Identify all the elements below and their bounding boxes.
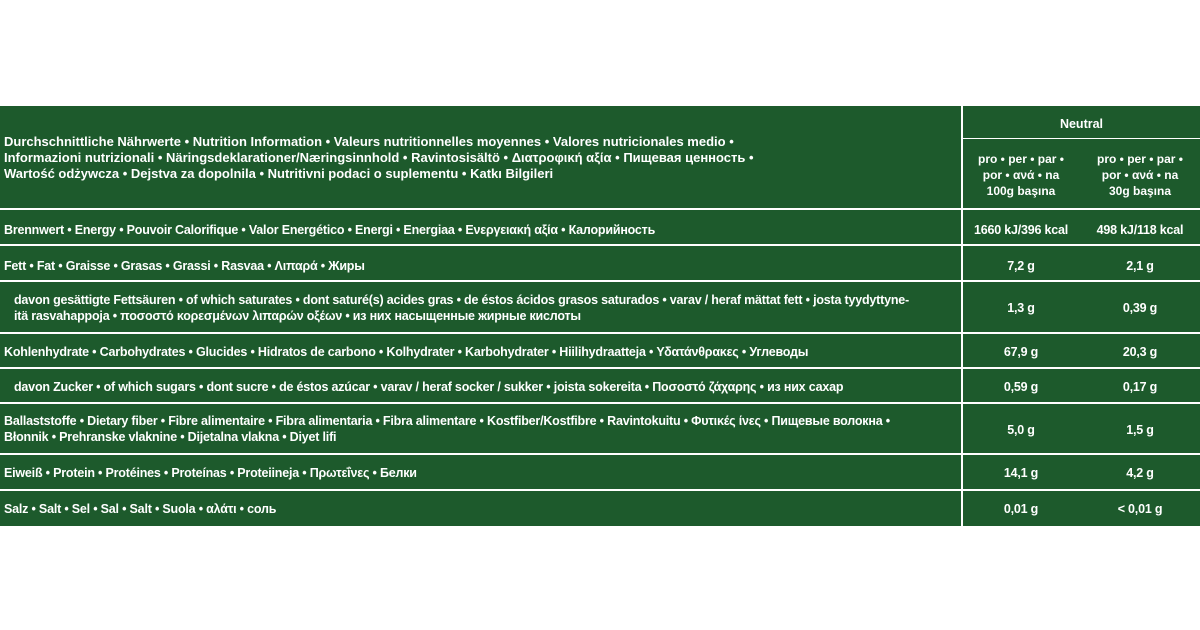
title-line-1: Durchschnittliche Nährwerte • Nutrition Information • Valeurs nutritionnelles moyennes • Valores nutricionales medio • <box>4 134 734 149</box>
value-30g: 2,1 g <box>1126 259 1154 273</box>
title-line-2: Informazioni nutrizionali • Näringsdeklarationer/Næringsinnhold • Ravintosisältö • Διατροφική αξία • Пищевая ценность • <box>4 150 754 165</box>
neutral-header: Neutral <box>1059 117 1104 131</box>
row-label: Salz • Salt • Sel • Sal • Salt • Suola • αλάτι • соль <box>4 502 277 516</box>
value-30g: 1,5 g <box>1126 423 1154 437</box>
value-100g: 1,3 g <box>1007 301 1035 315</box>
value-100g: 1660 kJ/396 kcal <box>973 223 1069 237</box>
row-separator <box>0 332 1200 334</box>
value-30g: 4,2 g <box>1126 466 1154 480</box>
value-30g: 0,17 g <box>1122 380 1158 394</box>
neutral-divider <box>963 138 1200 139</box>
value-30g: < 0,01 g <box>1117 502 1163 516</box>
nutrition-title <box>4 134 954 182</box>
per-30g-header: pro • per • par • por • ανά • na 30g başına <box>1097 152 1183 198</box>
value-100g: 14,1 g <box>1003 466 1039 480</box>
row-separator <box>0 489 1200 491</box>
value-100g: 67,9 g <box>1003 345 1039 359</box>
per-100g-header: pro • per • par • por • ανά • na 100g başına <box>978 152 1064 198</box>
row-label: davon Zucker • of which sugars • dont sucre • de éstos azúcar • varav / heraf socker / sukker • joista sokereita • Ποσοστό ζάχαρης • из них сахар <box>14 380 844 394</box>
value-30g: 498 kJ/118 kcal <box>1096 223 1184 237</box>
row-separator <box>0 244 1200 246</box>
nutrition-table <box>0 104 1200 526</box>
row-separator <box>0 453 1200 455</box>
row-separator <box>0 402 1200 404</box>
row-label: Eiweiß • Protein • Protéines • Proteínas • Proteiineja • Πρωτεΐνες • Белки <box>4 466 417 480</box>
row-separator <box>0 208 1200 210</box>
row-label: Ballaststoffe • Dietary fiber • Fibre alimentaire • Fibra alimentaria • Fibra alimentare • Kostfiber/Kostfibre • Ravintokuitu • Φυτικές ίνες • Пищевые волокна • Błonnik • Prehranske vlaknine • Dijetalna vlakna • Diyet lifi <box>4 414 890 444</box>
row-label: Fett • Fat • Graisse • Grasas • Grassi • Rasvaa • Λιπαρά • Жиры <box>4 259 365 273</box>
row-label: davon gesättigte Fettsäuren • of which saturates • dont saturé(s) acides gras • de éstos ácidos grasos saturados • varav / heraf mättat fett • josta tyydyttyne- itä rasvahappoja • ποσοστό κορεσμένων λιπαρών οξέων • из них насыщенные жирные кислоты <box>14 293 910 323</box>
row-separator <box>0 280 1200 282</box>
value-100g: 5,0 g <box>1007 423 1035 437</box>
value-100g: 0,59 g <box>1003 380 1039 394</box>
title-line-3: Wartość odżywcza • Dejstva za dopolnila • Nutritivni podaci o suplementu • Katkı Bilgileri <box>4 166 554 181</box>
value-30g: 20,3 g <box>1122 345 1158 359</box>
row-label: Brennwert • Energy • Pouvoir Calorifique • Valor Energético • Energi • Energiaa • Ενεργειακή αξία • Калорийность <box>4 223 656 237</box>
top-border <box>0 104 1200 106</box>
row-label: Kohlenhydrate • Carbohydrates • Glucides • Hidratos de carbono • Kolhydrater • Karbohydrater • Hiilihydraatteja • Υδατάνθρακες • Углеводы <box>4 345 809 359</box>
column-divider <box>961 104 963 526</box>
row-separator <box>0 367 1200 369</box>
value-100g: 7,2 g <box>1007 259 1035 273</box>
value-100g: 0,01 g <box>1003 502 1039 516</box>
value-30g: 0,39 g <box>1122 301 1158 315</box>
